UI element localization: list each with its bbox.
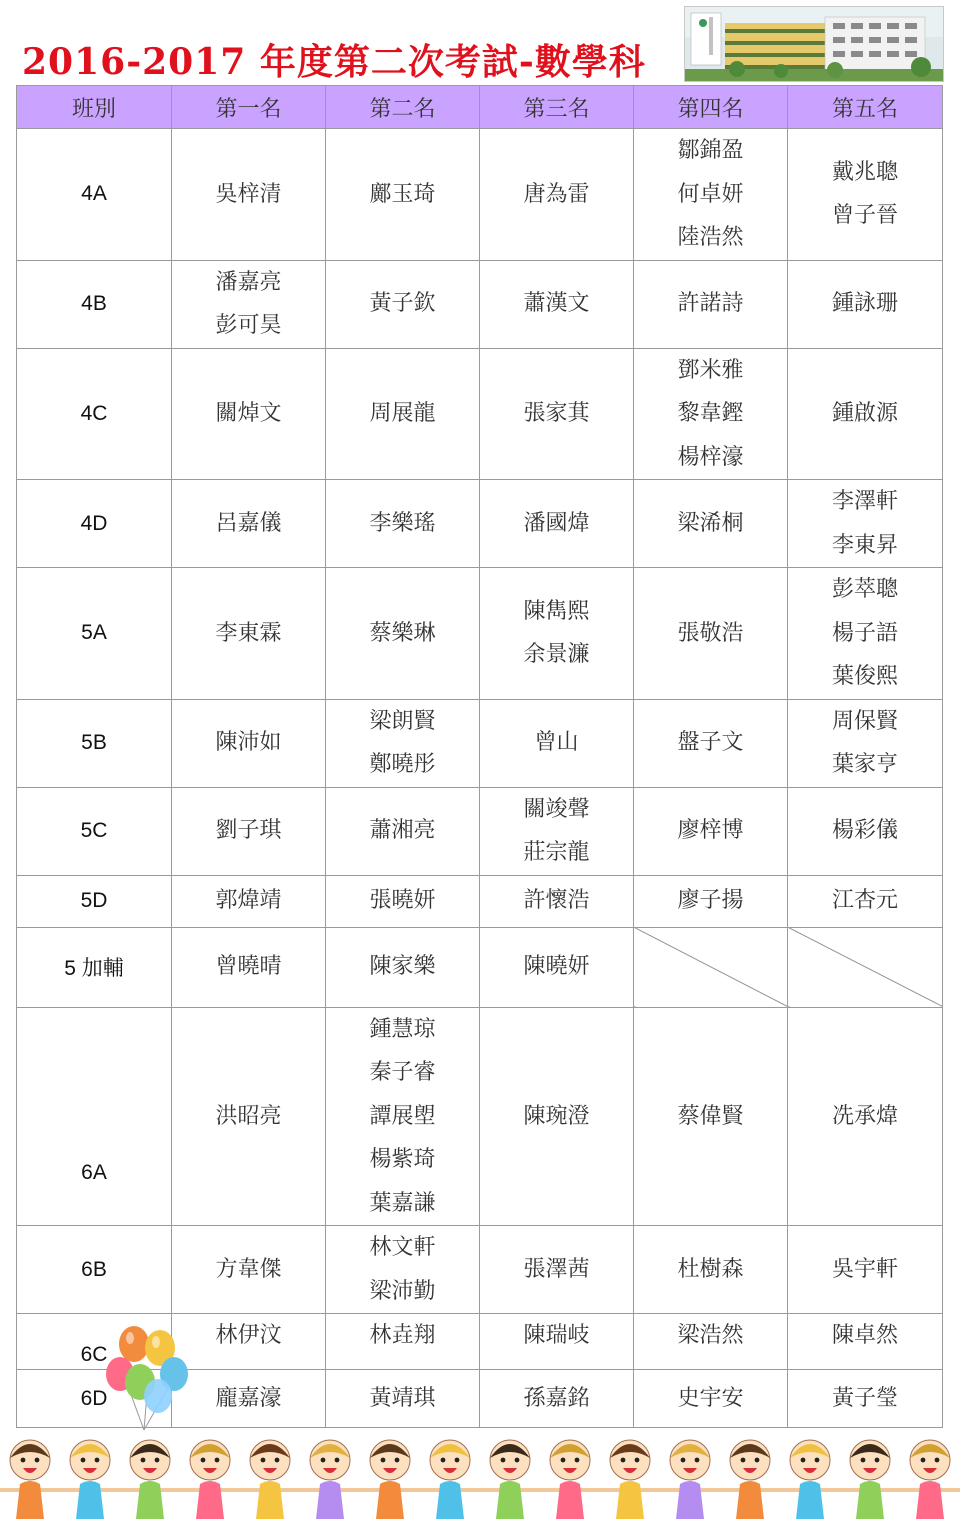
student-name: 蔡偉賢 <box>677 1103 744 1129</box>
rank-cell <box>480 568 634 700</box>
rank-cell <box>788 1370 943 1428</box>
rank-cell <box>480 129 634 261</box>
student-name: 林伊汶 <box>215 1323 282 1348</box>
table-row <box>17 875 943 927</box>
student-name: 許懷浩 <box>523 888 590 914</box>
student-name: 梁沛勤 <box>369 1278 436 1304</box>
student-name: 鍾詠珊 <box>831 291 898 317</box>
table-row <box>17 480 943 568</box>
class-cell: 4D <box>17 480 172 568</box>
rank-cell <box>480 1314 634 1370</box>
empty-slashed-cell <box>634 927 788 1007</box>
rank-cell <box>480 480 634 568</box>
student-name: 林垚翔 <box>369 1323 436 1348</box>
student-name: 洪昭亮 <box>215 1103 282 1129</box>
rank-cell <box>326 1370 480 1428</box>
student-name: 陸浩然 <box>677 225 744 250</box>
student-name: 潘嘉亮 <box>215 269 282 295</box>
student-name: 蕭漢文 <box>523 291 590 317</box>
rank-cell <box>326 699 480 787</box>
class-cell: 4A <box>17 129 172 261</box>
rank-cell <box>172 568 326 700</box>
rank-cell <box>788 260 943 348</box>
student-name: 梁浠桐 <box>677 510 744 536</box>
student-name: 關焯文 <box>215 401 282 426</box>
class-cell: 4C <box>17 348 172 480</box>
class-cell: 5B <box>17 699 172 787</box>
student-name: 黃子瑩 <box>831 1385 898 1411</box>
student-name: 陳曉妍 <box>523 954 590 980</box>
rank-cell <box>634 699 788 787</box>
student-name: 楊梓濠 <box>677 444 744 470</box>
ranking-table <box>16 85 943 1428</box>
student-name: 李東霖 <box>215 620 282 646</box>
rank-cell <box>634 1370 788 1428</box>
student-name: 呂嘉儀 <box>215 510 282 536</box>
student-name: 張曉妍 <box>369 888 436 914</box>
student-name: 鄒錦盈 <box>677 138 744 163</box>
student-name: 杜樹森 <box>677 1256 744 1282</box>
student-name: 黃子欽 <box>369 291 436 317</box>
student-name: 孫嘉銘 <box>523 1385 590 1411</box>
student-name: 郭煒靖 <box>215 888 282 914</box>
rank-cell <box>172 787 326 875</box>
rank-cell <box>788 568 943 700</box>
rank-cell <box>634 875 788 927</box>
rank-cell <box>480 1007 634 1226</box>
student-name: 余景濂 <box>523 642 590 668</box>
rank-cell <box>326 1314 480 1370</box>
table-row <box>17 1226 943 1314</box>
class-cell: 4B <box>17 260 172 348</box>
student-name: 梁朗賢 <box>369 708 436 734</box>
rank-cell <box>788 480 943 568</box>
table-row <box>17 699 943 787</box>
rank-cell <box>480 875 634 927</box>
student-name: 陳家樂 <box>369 954 436 980</box>
student-name: 楊彩儀 <box>831 818 898 844</box>
rank-cell <box>480 1370 634 1428</box>
student-name: 盤子文 <box>677 730 744 756</box>
rank-cell <box>788 348 943 480</box>
student-name: 秦子睿 <box>369 1060 436 1085</box>
student-name: 劉子琪 <box>215 818 282 844</box>
student-name: 鄺玉琦 <box>369 181 436 207</box>
rank-cell <box>480 699 634 787</box>
rank-cell <box>634 1226 788 1314</box>
student-name: 冼承煒 <box>831 1103 898 1129</box>
rank-cell <box>326 787 480 875</box>
rank-cell <box>326 348 480 480</box>
class-cell: 5C <box>17 787 172 875</box>
class-cell: 5A <box>17 568 172 700</box>
rank-cell <box>172 927 326 1007</box>
page-title: 2016-2017 年度第二次考試-數學科 <box>22 41 646 83</box>
rank-cell <box>634 1007 788 1226</box>
rank-cell <box>326 927 480 1007</box>
student-name: 黎韋鏗 <box>677 401 744 426</box>
cartoon-children-border <box>0 1428 960 1519</box>
student-name: 何卓妍 <box>677 181 744 207</box>
student-name: 曾曉晴 <box>215 954 282 980</box>
header-row <box>17 86 943 129</box>
student-name: 彭可昊 <box>215 313 282 338</box>
student-name: 龐嘉濠 <box>215 1385 282 1411</box>
student-name: 潘國煒 <box>523 510 590 536</box>
student-name: 關竣聲 <box>523 796 590 822</box>
student-name: 許諾詩 <box>677 291 744 317</box>
class-cell: 6D <box>17 1370 172 1428</box>
rank-cell <box>634 480 788 568</box>
rank-cell <box>634 129 788 261</box>
rank-cell <box>172 875 326 927</box>
student-name: 陳沛如 <box>215 730 282 756</box>
student-name: 楊子語 <box>831 620 898 646</box>
student-name: 陳卓然 <box>831 1323 898 1348</box>
student-name: 曾山 <box>534 730 579 756</box>
rank-cell <box>788 1314 943 1370</box>
student-name: 吳梓清 <box>215 181 282 207</box>
student-name: 葉嘉謙 <box>369 1190 436 1216</box>
rank-cell <box>634 1314 788 1370</box>
student-name: 唐為雷 <box>523 181 590 207</box>
header-second: 第二名 <box>326 86 480 129</box>
student-name: 張澤茜 <box>523 1256 590 1282</box>
table-row <box>17 348 943 480</box>
rank-cell <box>480 927 634 1007</box>
student-name: 廖梓博 <box>677 818 744 844</box>
rank-cell <box>326 1007 480 1226</box>
table-row <box>17 568 943 700</box>
student-name: 彭萃聰 <box>831 577 898 602</box>
rank-cell <box>788 129 943 261</box>
rank-cell <box>480 348 634 480</box>
rank-cell <box>634 568 788 700</box>
rank-cell <box>172 699 326 787</box>
student-name: 蕭湘亮 <box>369 818 436 844</box>
rank-cell <box>172 1226 326 1314</box>
student-name: 周展龍 <box>369 401 436 426</box>
class-cell: 6C <box>17 1314 172 1370</box>
rank-cell <box>634 787 788 875</box>
rank-cell <box>634 348 788 480</box>
student-name: 李樂瑤 <box>369 510 436 536</box>
rank-cell <box>788 875 943 927</box>
rank-cell <box>326 1226 480 1314</box>
student-name: 江杏元 <box>831 888 898 914</box>
rank-cell <box>172 260 326 348</box>
rank-cell <box>326 875 480 927</box>
rank-cell <box>788 699 943 787</box>
table-row <box>17 260 943 348</box>
student-name: 黃靖琪 <box>369 1385 436 1411</box>
class-cell: 6B <box>17 1226 172 1314</box>
student-name: 周保賢 <box>831 708 898 734</box>
header-fifth: 第五名 <box>788 86 943 129</box>
student-name: 廖子揚 <box>677 888 744 914</box>
student-name: 戴兆聰 <box>831 159 898 185</box>
student-name: 譚展塱 <box>369 1103 436 1129</box>
rank-cell <box>788 1226 943 1314</box>
rank-cell <box>172 480 326 568</box>
student-name: 李東昇 <box>831 532 898 558</box>
rank-cell <box>172 129 326 261</box>
student-name: 鄧米雅 <box>677 357 744 383</box>
rank-cell <box>788 1007 943 1226</box>
student-name: 鍾啟源 <box>831 401 898 426</box>
student-name: 鄭曉彤 <box>369 752 436 777</box>
class-cell: 5D <box>17 875 172 927</box>
class-cell: 5 加輔 <box>17 927 172 1007</box>
header-first: 第一名 <box>172 86 326 129</box>
student-name: 曾子晉 <box>831 203 898 229</box>
student-name: 梁浩然 <box>677 1323 744 1348</box>
student-name: 葉俊熙 <box>831 664 898 689</box>
table-row <box>17 1007 943 1226</box>
header-fourth: 第四名 <box>634 86 788 129</box>
rank-cell <box>788 787 943 875</box>
header-class: 班別 <box>17 86 172 129</box>
rank-cell <box>326 129 480 261</box>
rank-cell <box>326 480 480 568</box>
student-name: 陳瑞岐 <box>523 1323 590 1348</box>
school-building-photo <box>684 6 944 82</box>
rank-cell <box>172 1007 326 1226</box>
rank-cell <box>480 787 634 875</box>
student-name: 莊宗龍 <box>523 840 590 865</box>
student-name: 葉家亨 <box>831 752 898 777</box>
student-name: 陳雋熙 <box>523 598 590 624</box>
rank-cell <box>634 260 788 348</box>
student-name: 史宇安 <box>677 1385 744 1411</box>
student-name: 陳琬澄 <box>523 1103 590 1129</box>
student-name: 林文軒 <box>369 1235 436 1260</box>
student-name: 蔡樂琳 <box>369 620 436 646</box>
class-cell: 6A <box>17 1007 172 1226</box>
empty-slashed-cell <box>788 927 943 1007</box>
student-name: 李澤軒 <box>831 489 898 514</box>
rank-cell <box>326 260 480 348</box>
student-name: 楊紫琦 <box>369 1147 436 1172</box>
rank-cell <box>480 260 634 348</box>
student-name: 鍾慧琼 <box>369 1016 436 1042</box>
header-third: 第三名 <box>480 86 634 129</box>
table-row <box>17 927 943 1007</box>
student-name: 張家萁 <box>523 401 590 426</box>
student-name: 吳宇軒 <box>831 1256 898 1282</box>
rank-cell <box>172 348 326 480</box>
student-name: 方韋傑 <box>215 1256 282 1282</box>
table-row <box>17 787 943 875</box>
balloons-cluster <box>100 1322 200 1436</box>
table-row <box>17 129 943 261</box>
student-name: 張敬浩 <box>677 620 744 646</box>
rank-cell <box>480 1226 634 1314</box>
rank-cell <box>326 568 480 700</box>
